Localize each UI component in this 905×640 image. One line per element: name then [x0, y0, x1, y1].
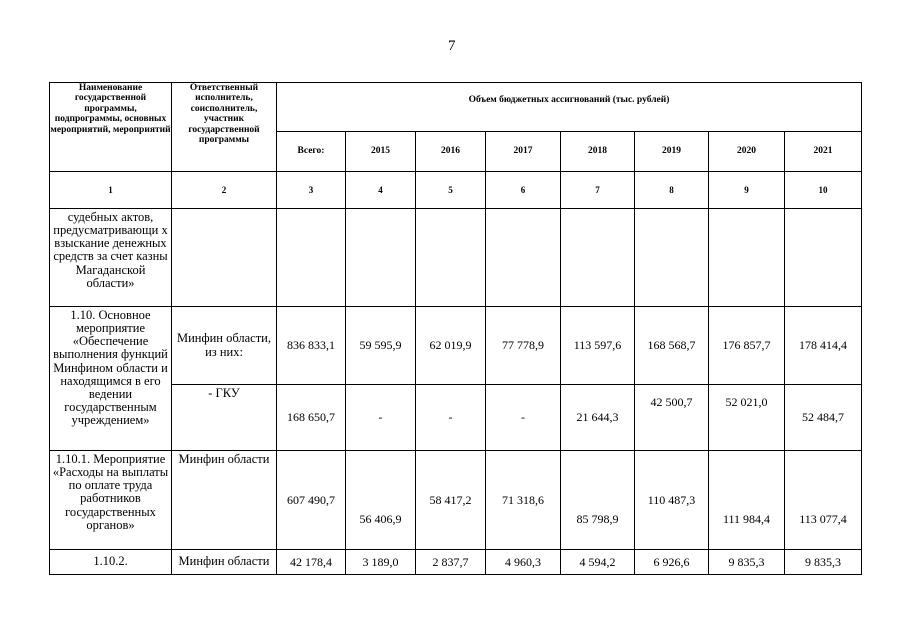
value-cell: 42 178,4 — [277, 550, 346, 575]
header-executor: Ответственный исполнитель, соисполнитель, участник государственной программы — [172, 83, 277, 172]
column-number: 4 — [346, 172, 416, 209]
empty-cell — [635, 209, 709, 307]
value-cell: 42 500,7 — [635, 385, 709, 451]
value-cell: - — [346, 385, 416, 451]
header-year: 2015 — [346, 132, 416, 172]
header-year: 2017 — [486, 132, 561, 172]
value-cell: 3 189,0 — [346, 550, 416, 575]
empty-cell — [277, 209, 346, 307]
value-cell: 56 406,9 — [346, 451, 416, 550]
value-cell: 62 019,9 — [416, 307, 486, 385]
table-row — [50, 385, 862, 451]
executor-cell: Минфин области — [172, 451, 277, 550]
value-cell: 113 077,4 — [785, 451, 862, 550]
executor-cell: - ГКУ — [172, 385, 277, 451]
budget-table — [49, 82, 862, 575]
value-cell: 2 837,7 — [416, 550, 486, 575]
program-name-cell: 1.10.1. Мероприятие «Расходы на выплаты по оплате труда работников государственных органов» — [50, 451, 172, 550]
value-cell: 52 484,7 — [785, 385, 862, 451]
value-cell: - — [486, 385, 561, 451]
table-row — [50, 550, 862, 575]
column-number: 10 — [785, 172, 862, 209]
value-cell: 4 960,3 — [486, 550, 561, 575]
program-name-cell: 1.10. Основное мероприятие «Обеспечение выполнения функций Минфином области и находящимся в его ведении государственным учреждением» — [50, 307, 172, 451]
value-cell: 111 984,4 — [709, 451, 785, 550]
header-year: 2020 — [709, 132, 785, 172]
header-name: Наименование государственной программы, подпрограммы, основных мероприятий, мероприятий — [50, 83, 172, 172]
value-cell: 176 857,7 — [709, 307, 785, 385]
value-cell: 168 568,7 — [635, 307, 709, 385]
column-number: 7 — [561, 172, 635, 209]
column-number: 2 — [172, 172, 277, 209]
header-total: Всего: — [277, 132, 346, 172]
executor-cell: Минфин области, из них: — [172, 307, 277, 385]
value-cell: 110 487,3 — [635, 451, 709, 550]
value-cell: 113 597,6 — [561, 307, 635, 385]
column-number: 6 — [486, 172, 561, 209]
value-cell: 836 833,1 — [277, 307, 346, 385]
empty-cell — [416, 209, 486, 307]
value-cell: 4 594,2 — [561, 550, 635, 575]
empty-cell — [486, 209, 561, 307]
value-cell: 168 650,7 — [277, 385, 346, 451]
executor-cell: Минфин области — [172, 550, 277, 575]
empty-cell — [709, 209, 785, 307]
program-name-cell: судебных актов, предусматривающи х взыскание денежных средств за счет казны Магаданской области» — [50, 209, 172, 307]
empty-cell — [785, 209, 862, 307]
column-number: 5 — [416, 172, 486, 209]
value-cell: 21 644,3 — [561, 385, 635, 451]
empty-cell — [346, 209, 416, 307]
value-cell: 9 835,3 — [709, 550, 785, 575]
value-cell: 9 835,3 — [785, 550, 862, 575]
table-row — [50, 209, 862, 307]
header-year: 2016 — [416, 132, 486, 172]
value-cell: 607 490,7 — [277, 451, 346, 550]
empty-cell — [561, 209, 635, 307]
column-number: 8 — [635, 172, 709, 209]
value-cell: 85 798,9 — [561, 451, 635, 550]
value-cell: - — [416, 385, 486, 451]
value-cell: 59 595,9 — [346, 307, 416, 385]
table-row — [50, 307, 862, 385]
table-row — [50, 451, 862, 550]
value-cell: 178 414,4 — [785, 307, 862, 385]
header-budget: Объем бюджетных ассигнований (тыс. рублей) — [277, 83, 862, 132]
value-cell: 6 926,6 — [635, 550, 709, 575]
header-year: 2019 — [635, 132, 709, 172]
column-number: 9 — [709, 172, 785, 209]
column-number: 3 — [277, 172, 346, 209]
value-cell: 52 021,0 — [709, 385, 785, 451]
value-cell: 58 417,2 — [416, 451, 486, 550]
value-cell: 71 318,6 — [486, 451, 561, 550]
empty-cell — [172, 209, 277, 307]
header-year: 2021 — [785, 132, 862, 172]
header-year: 2018 — [561, 132, 635, 172]
page-number: 7 — [448, 38, 456, 54]
value-cell: 77 778,9 — [486, 307, 561, 385]
program-name-cell: 1.10.2. — [50, 550, 172, 575]
column-number: 1 — [50, 172, 172, 209]
